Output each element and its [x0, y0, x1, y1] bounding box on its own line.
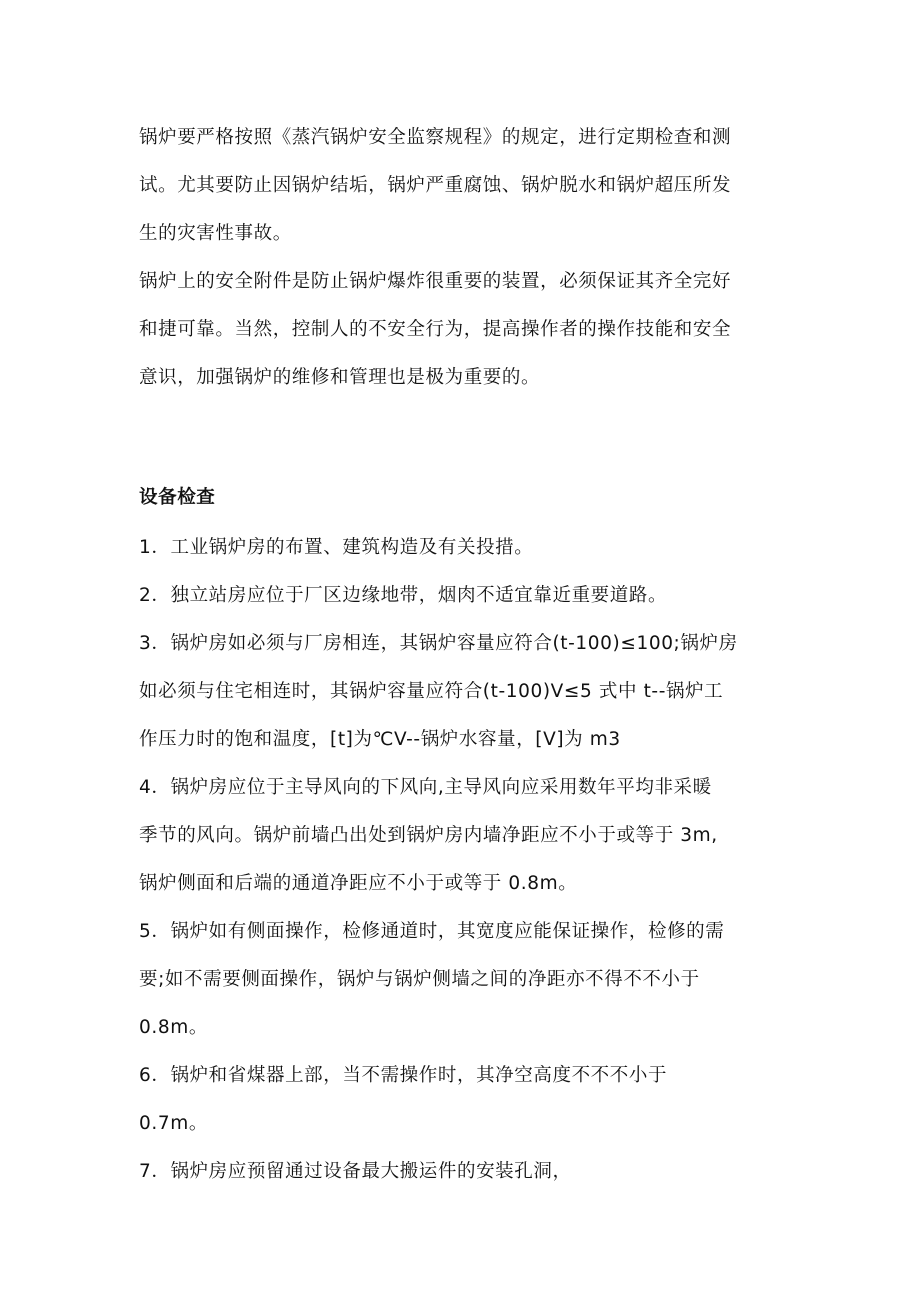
section-line-9: 5．锅炉如有侧面操作，检修通道时，其宽度应能保证操作，检修的需: [139, 921, 725, 942]
section-title: 设备检查: [139, 487, 216, 508]
intro-paragraph-2-line-1: 锅炉上的安全附件是防止锅炉爆炸很重要的装置，必须保证其齐全完好: [139, 271, 732, 292]
section-line-13: 0.7m。: [139, 1113, 208, 1134]
section-line-6: 4．锅炉房应位于主导风向的下风向,主导风向应采用数年平均非采暖: [139, 777, 712, 798]
section-line-8: 锅炉侧面和后端的通道净距应不小于或等于 0.8m。: [139, 873, 578, 894]
intro-paragraph-1-line-1: 锅炉要严格按照《蒸汽锅炉安全监察规程》的规定，进行定期检查和测: [139, 127, 732, 148]
section-line-3: 3．锅炉房如必须与厂房相连，其锅炉容量应符合(t-100)≤100;锅炉房: [139, 633, 738, 654]
section-line-11: 0.8m。: [139, 1017, 208, 1038]
section-line-2: 2．独立站房应位于厂区边缘地带，烟肉不适宜靠近重要道路。: [139, 585, 668, 606]
intro-paragraph-2-line-3: 意识，加强锅炉的维修和管理也是极为重要的。: [139, 367, 541, 388]
intro-paragraph-1-line-3: 生的灾害性事故。: [139, 223, 292, 244]
section-line-5: 作压力时的饱和温度，[t]为℃V--锅炉水容量，[V]为 m3: [139, 729, 621, 750]
intro-paragraph-1-line-2: 试。尤其要防止因锅炉结垢，锅炉严重腐蚀、锅炉脱水和锅炉超压所发: [139, 175, 732, 196]
section-line-4: 如必须与住宅相连时，其锅炉容量应符合(t-100)V≤5 式中 t--锅炉工: [139, 681, 724, 702]
section-line-7: 季节的风向。锅炉前墙凸出处到锅炉房内墙净距应不小于或等于 3m,: [139, 825, 718, 846]
section-line-10: 要;如不需要侧面操作，锅炉与锅炉侧墙之间的净距亦不得不不小于: [139, 969, 700, 990]
section-line-14: 7．锅炉房应预留通过设备最大搬运件的安装孔洞，: [139, 1161, 572, 1182]
section-line-12: 6．锅炉和省煤器上部，当不需操作时，其净空高度不不不小于: [139, 1065, 668, 1086]
intro-paragraph-2-line-2: 和捷可靠。当然，控制人的不安全行为，提高操作者的操作技能和安全: [139, 319, 732, 340]
section-line-1: 1．工业锅炉房的布置、建筑构造及有关投措。: [139, 537, 534, 558]
